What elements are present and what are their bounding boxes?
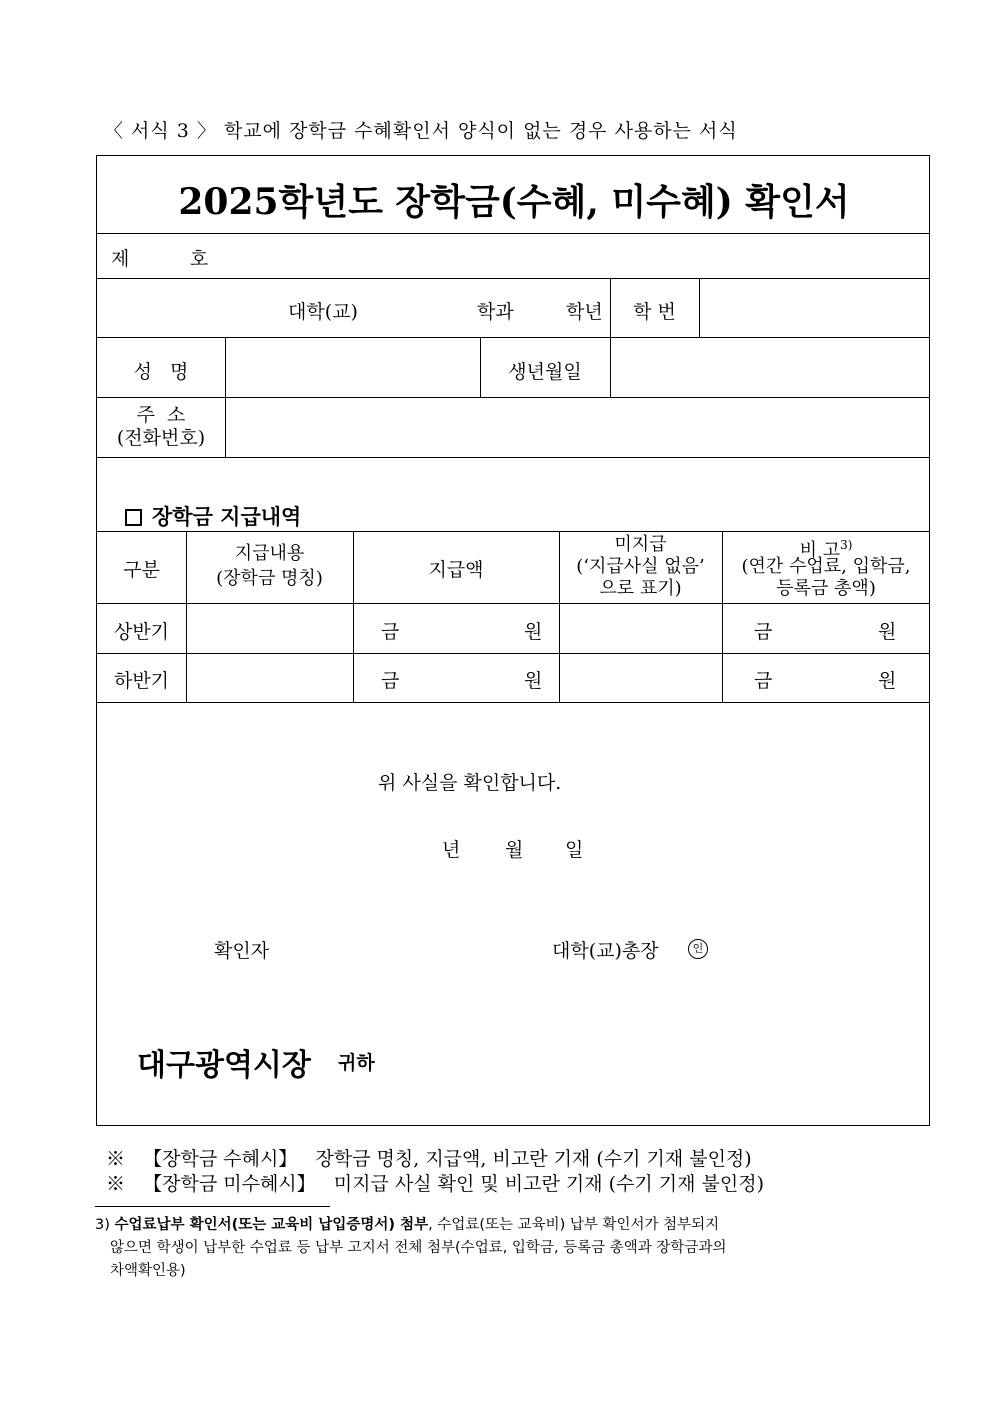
certificate-form	[96, 155, 930, 1126]
date-day-label: 일	[565, 839, 584, 861]
name-field[interactable]	[226, 338, 479, 396]
grade-label: 학년	[566, 301, 603, 323]
date-month-label: 월	[505, 839, 524, 861]
row-first-half-amount-suffix: 원	[524, 621, 543, 643]
form-caption: 〈 서식 3 〉 학교에 장학금 수혜확인서 양식이 없는 경우 사용하는 서식	[104, 120, 738, 142]
header-unpaid-line3: 으로 표기)	[599, 578, 682, 599]
phone-label: (전화번호)	[116, 427, 206, 449]
address-field[interactable]	[226, 398, 928, 456]
section-title-text: 장학금 지급내역	[152, 505, 302, 529]
row-first-half-remark-suffix: 원	[878, 621, 897, 643]
confirmation-statement: 위 사실을 확인합니다.	[378, 772, 562, 794]
seal-mark: 인	[688, 939, 708, 959]
footnote-bold: 수업료납부 확인서(또는 교육비 납입증명서) 첨부	[114, 1217, 429, 1233]
footnote-divider	[95, 1206, 330, 1207]
section-title	[125, 501, 301, 531]
row-second-half-label: 하반기	[113, 670, 170, 692]
birth-date-field[interactable]	[611, 338, 928, 396]
row-first-half-label: 상반기	[113, 621, 170, 643]
row-first-half-unpaid[interactable]	[560, 604, 721, 652]
footnote-line1: , 수업료(또는 교육비) 납부 확인서가 첨부되지	[428, 1217, 720, 1233]
header-remarks-footnote: 3)	[840, 538, 853, 552]
document-number-label: 제 호	[111, 248, 209, 270]
footnote-number: 3)	[95, 1217, 110, 1233]
row-first-half-amount-prefix: 금	[381, 621, 400, 643]
row-first-half-remark-prefix: 금	[754, 621, 773, 643]
header-unpaid-line2: (‘지급사실 없음’	[576, 556, 705, 577]
row-second-half-amount-suffix: 원	[524, 670, 543, 692]
confirmer-label: 확인자	[214, 940, 270, 962]
footnote-line2: 않으면 학생이 납부한 수업료 등 납부 고지서 전체 첨부(수업료, 입학금, 등록금 총액과 장학금과의	[110, 1240, 727, 1256]
header-content-line2: (장학금 명칭)	[216, 568, 323, 589]
seal-icon	[688, 936, 708, 959]
header-division: 구분	[123, 559, 160, 581]
note-not-received	[106, 1169, 764, 1196]
header-remarks-text: 비 고	[799, 540, 841, 561]
president-label: 대학(교)총장	[552, 940, 659, 962]
note-text: 미지급 사실 확인 및 비고란 기재 (수기 기재 불인정)	[333, 1173, 765, 1195]
department-label: 학과	[477, 301, 514, 323]
header-remarks-line3: 등록금 총액)	[776, 578, 876, 599]
note-mark: ※	[106, 1148, 126, 1170]
student-id-field[interactable]	[700, 279, 928, 336]
note-mark: ※	[106, 1173, 126, 1195]
row-second-half-amount-prefix: 금	[381, 670, 400, 692]
note-text: 장학금 명칭, 지급액, 비고란 기재 (수기 기재 불인정)	[315, 1148, 752, 1170]
recipient-suffix: 귀하	[338, 1052, 375, 1074]
header-amount: 지급액	[428, 559, 484, 581]
name-label: 성 명	[133, 361, 189, 383]
header-content-line1: 지급내용	[234, 543, 305, 564]
address-label: 주 소	[136, 404, 186, 426]
university-label: 대학(교)	[288, 301, 358, 323]
row-first-half-content[interactable]	[187, 604, 352, 652]
row-second-half-remark-suffix: 원	[878, 670, 897, 692]
note-received	[106, 1144, 752, 1171]
date-year-label: 년	[442, 839, 461, 861]
header-unpaid-line1: 미지급	[614, 534, 667, 555]
birth-date-label: 생년월일	[508, 361, 582, 383]
document-title: 2025학년도 장학금(수혜, 미수혜) 확인서	[178, 181, 850, 223]
header-remarks-line2: (연간 수업료, 입학금,	[741, 556, 911, 577]
row-second-half-content[interactable]	[187, 654, 352, 701]
note-bracket: 【장학금 수혜시】	[143, 1148, 298, 1170]
footnote-line3: 차액확인용)	[110, 1263, 186, 1279]
row-second-half-unpaid[interactable]	[560, 654, 721, 701]
recipient-name: 대구광역시장	[137, 1048, 311, 1083]
footnote	[95, 1214, 915, 1283]
checkbox-icon	[125, 509, 142, 526]
note-bracket: 【장학금 미수혜시】	[143, 1173, 316, 1195]
row-second-half-remark-prefix: 금	[754, 670, 773, 692]
student-id-label: 학 번	[633, 301, 676, 323]
